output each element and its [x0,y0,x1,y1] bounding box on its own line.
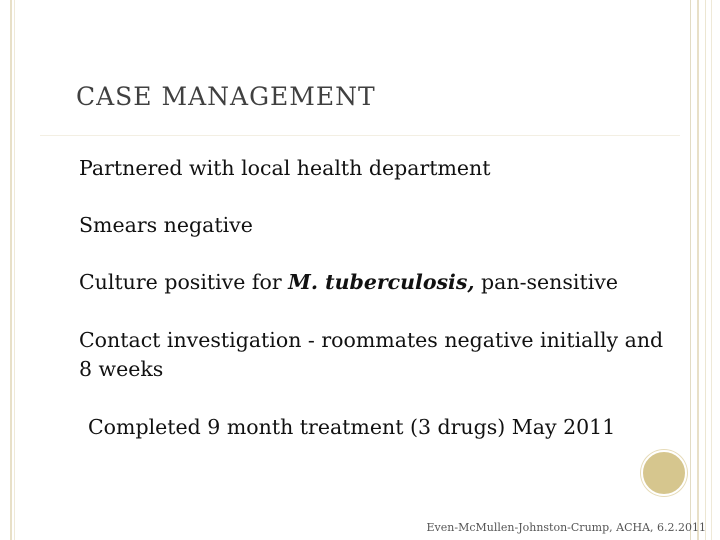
bullet-text: Culture positive for [79,270,289,294]
frame-line-right [697,0,699,540]
frame-line-right [711,0,712,540]
decorative-circle [641,450,687,496]
slide-footer: Even-McMullen-Johnston-Crump, ACHA, 6.2.2011 [426,521,706,534]
title-divider [40,135,680,136]
frame-line-left [10,0,12,540]
frame-line-right [705,0,706,540]
bullet-item: Partnered with local health department [79,156,491,180]
bullet-text: pan-sensitive [474,270,618,294]
bullet-item: Contact investigation - roommates negative initially and 8 weeks [79,328,664,381]
frame-line-right [690,0,691,540]
organism-name: M. tuberculosis, [288,270,475,294]
bullet-item [79,268,669,297]
bullet-item: Completed 9 month treatment (3 drugs) May 2011 [88,415,616,439]
frame-line-left-inner [14,0,15,540]
slide-title: CASE MANAGEMENT [76,82,376,111]
bullet-item: Smears negative [79,213,253,237]
